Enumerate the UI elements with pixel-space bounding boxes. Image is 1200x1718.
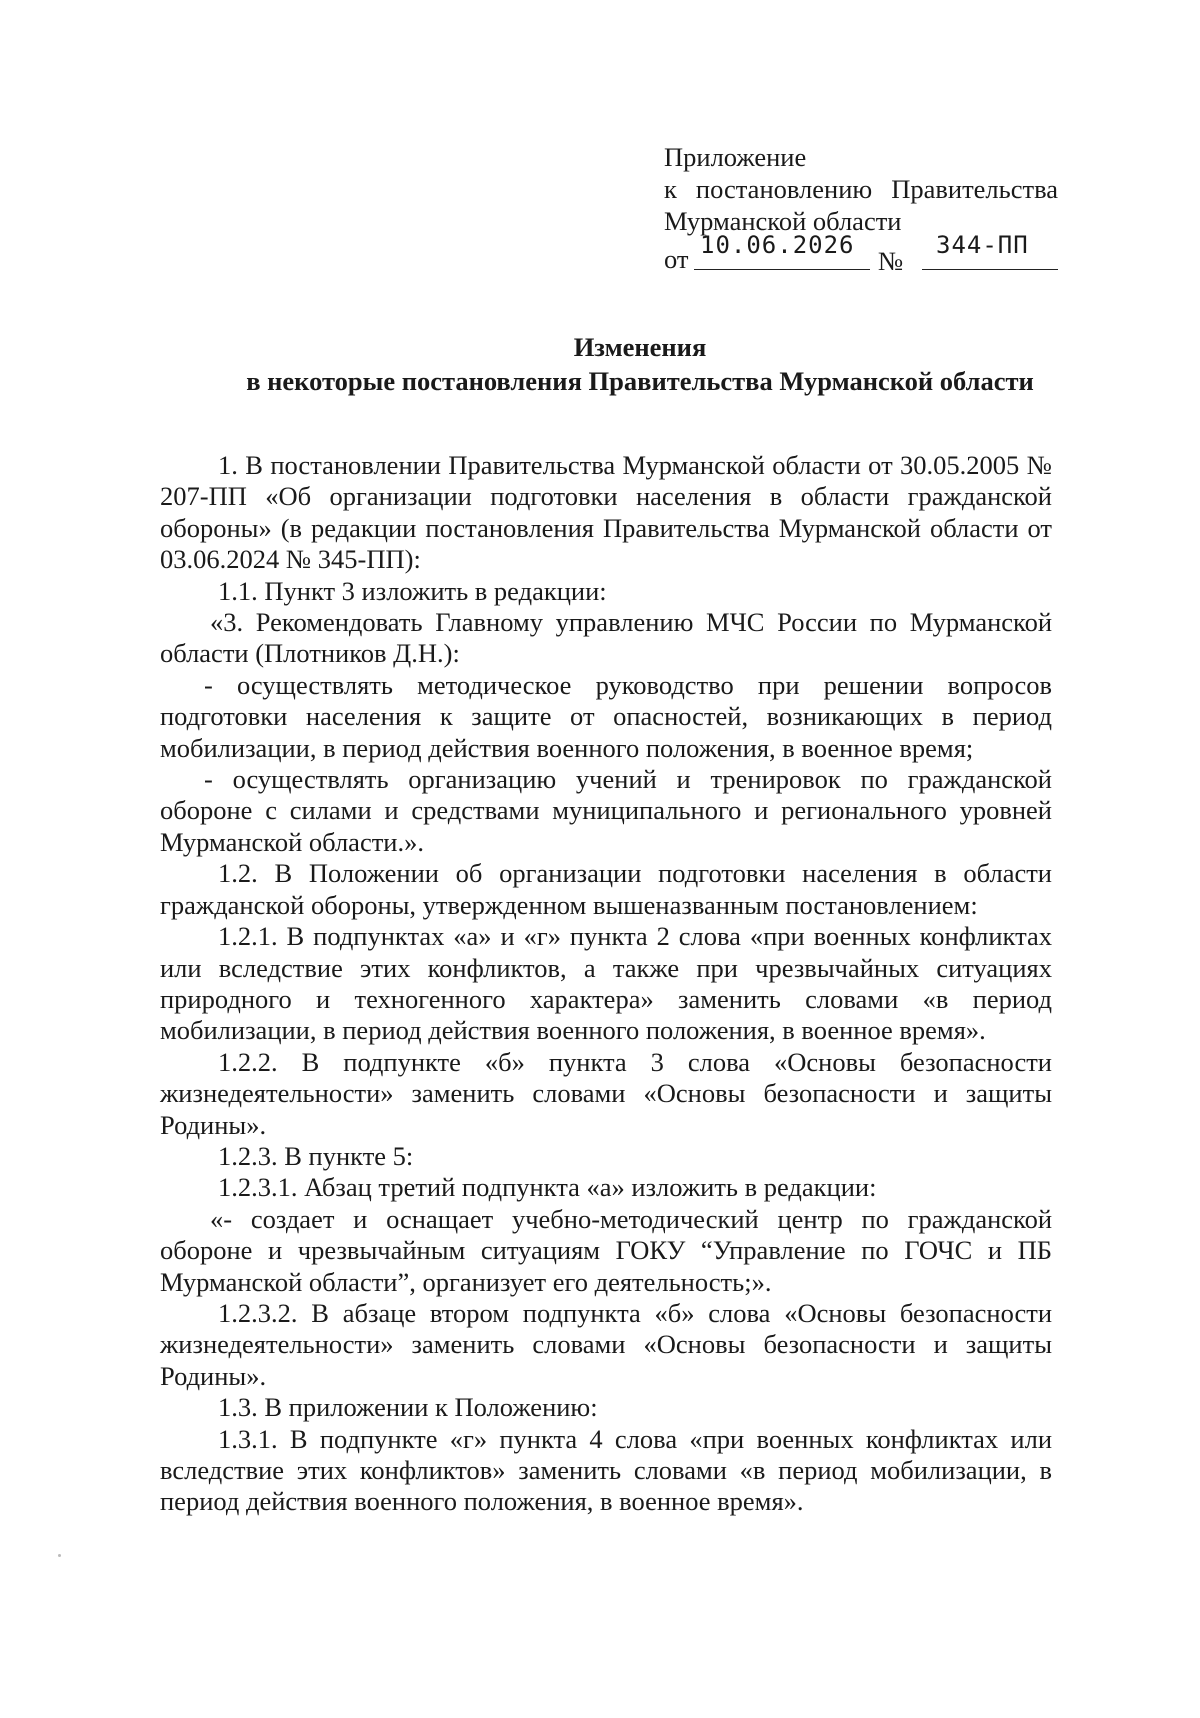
title-line-2: в некоторые постановления Правительства Мурманской области	[246, 366, 1034, 396]
date-prefix: от	[664, 244, 689, 274]
paragraph-1-2-3-1: 1.2.3.1. Абзац третий подпункта «а» изложить в редакции:	[218, 1172, 877, 1203]
dash-item-1: - осуществлять методическое руководство при решении вопросов подготовки населения к защите от опасностей, возникающих в период мобилизации, в период действия военного положения, в военное время;	[160, 669, 1052, 763]
paragraph-1-1: 1.1. Пункт 3 изложить в редакции:	[218, 575, 607, 606]
date-field	[694, 231, 870, 270]
appendix-reference-word-1: к	[664, 174, 677, 204]
number-field	[922, 231, 1058, 270]
paragraph-1-2: 1.2. В Положении об организации подготовки населения в области гражданской обороны, утвержденном вышеназванным постановлением:	[160, 858, 1052, 920]
paragraph-1-2-3-2: 1.2.3.2. В абзаце втором подпункта «б» слова «Основы безопасности жизнедеятельности» заменить словами «Основы безопасности и защиты Родины».	[160, 1297, 1052, 1391]
dash-item-2: - осуществлять организацию учений и тренировок по гражданской обороне с силами и средствами муниципального и регионального уровней Мурманской области.».	[160, 764, 1052, 857]
document-body	[160, 450, 1052, 1518]
document-title	[0, 330, 1200, 398]
appendix-reference-word-3: Правительства	[891, 174, 1058, 204]
appendix-reference-word-2: постановлению	[695, 174, 873, 204]
paragraph-1-3-1: 1.3.1. В подпункте «г» пункта 4 слова «при военных конфликтах или вследствие этих конфликтов» заменить словами «в период мобилизации, в период действия военного положения, в военное время».	[160, 1423, 1052, 1517]
document-date: 10.06.2026	[700, 231, 855, 259]
paragraph-1-2-3: 1.2.3. В пункте 5:	[218, 1140, 414, 1171]
title-line-1: Изменения	[573, 332, 707, 362]
appendix-label: Приложение	[664, 142, 807, 172]
appendix-date-number-line	[664, 231, 1064, 276]
quoted-clause-3: «3. Рекомендовать Главному управлению МЧС России по Мурманской области (Плотников Д.Н.):	[160, 607, 1052, 669]
document-number: 344-ПП	[936, 231, 1029, 259]
paragraph-1-3: 1.3. В приложении к Положению:	[218, 1392, 598, 1423]
appendix-reference	[664, 173, 1058, 205]
paragraph-1-2-1: 1.2.1. В подпунктах «а» и «г» пункта 2 слова «при военных конфликтах или вследствие этих конфликтов, а также при чрезвычайных ситуациях природного и техногенного характера» заменить словами «в период мобилизации, в период действия военного положения, в военное время».	[160, 921, 1052, 1046]
paragraph-1: 1. В постановлении Правительства Мурманской области от 30.05.2005 № 207-ПП «Об организации подготовки населения в области гражданской обороны» (в редакции постановления Правительства Мурманской области от 03.06.2024 № 345-ПП):	[160, 450, 1052, 575]
number-sign: №	[878, 246, 904, 276]
appendix-region: Мурманской области	[664, 206, 902, 236]
appendix-header	[664, 141, 1064, 276]
scan-speck	[58, 1554, 61, 1557]
paragraph-1-2-2: 1.2.2. В подпункте «б» пункта 3 слова «Основы безопасности жизнедеятельности» заменить словами «Основы безопасности и защиты Родины».	[160, 1046, 1052, 1140]
quoted-dash-item: «- создает и оснащает учебно-методический центр по гражданской обороне и чрезвычайным ситуациям ГОКУ “Управление по ГОЧС и ПБ Мурманской области”, организует его деятельность;».	[160, 1203, 1052, 1297]
